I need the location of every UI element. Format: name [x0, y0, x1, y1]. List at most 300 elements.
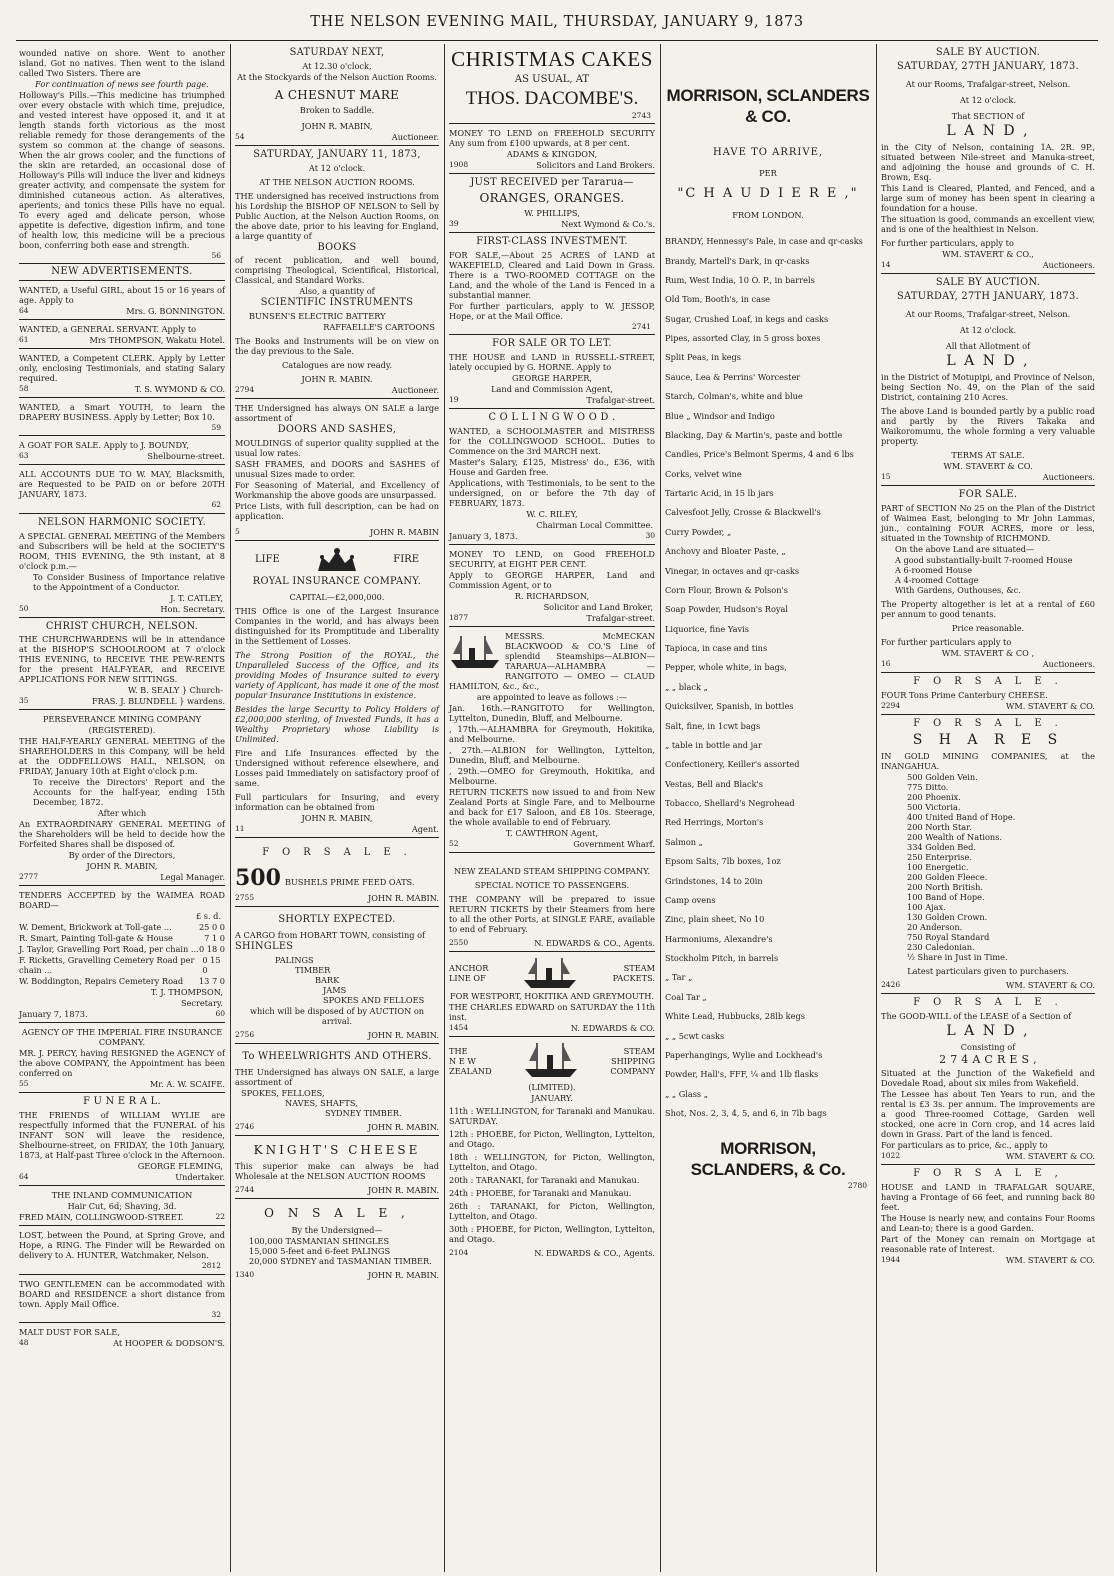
- new-advertisements-title: NEW ADVERTISEMENTS.: [19, 264, 225, 281]
- ad-number: 2426: [881, 979, 901, 989]
- sailing-row: 18th : WELLINGTON, for Picton, Wellington, Lyttelton, and Otago.: [449, 1151, 655, 1172]
- ad-text: THIS Office is one of the Largest Insurance Companies in the world, and has always been distinguished for its Promptitude and Liberality in the Settlement of Losses.: [235, 606, 439, 647]
- ad-text: ANCHOR: [449, 962, 489, 973]
- cargo-item: „ „ 5cwt casks: [665, 1030, 725, 1041]
- ad-signature: T. J. THOMPSON,: [150, 987, 223, 998]
- ad-tenders: [19, 886, 225, 1023]
- sale-item: 100,000 TASMANIAN SHINGLES: [249, 1236, 390, 1247]
- ad-signature: JOHN R. MABIN,: [301, 813, 373, 824]
- ad-wakefield-lease: [881, 994, 1095, 1165]
- cargo-item: PALINGS: [275, 954, 314, 965]
- ad-heading: ROYAL INSURANCE COMPANY.: [252, 576, 422, 588]
- column-3: [446, 44, 658, 1574]
- ad-text: Besides the large Security to Policy Holders of £2,000,000 sterling, of Invested Funds, it has a Wealthy Proprietary whose Liability is Unlimited.: [235, 704, 439, 745]
- ad-signature: At HOOPER & DODSON'S.: [113, 1337, 225, 1348]
- ad-text: A SPECIAL GENERAL MEETING of the Members and Subscribers will be held at the SOCIETY'S ROOM, THIS EVENING, the 9th instant, at 8 o'clock p.m.—: [19, 530, 225, 571]
- ad-number: 2746: [235, 1121, 255, 1131]
- ad-text: At 12 o'clock.: [308, 162, 366, 173]
- ad-on-sale: [235, 1199, 439, 1283]
- ad-number: 2743: [631, 110, 651, 120]
- cargo-item: Vinegar, in octaves and qr-casks: [665, 565, 800, 576]
- ad-knights-cheese: [235, 1136, 439, 1200]
- ad-text: At our Rooms, Trafalgar-street, Nelson.: [905, 308, 1071, 319]
- ad-text: FOR SALE,—About 25 ACRES of LAND at WAKEFIELD, Cleared and Laid Down in Grass. There is a TWO-ROOMED COTTAGE on the Land, and the whole of the Land is Fenced in a substantial manner.: [449, 249, 655, 300]
- ad-signature: R. RICHARDSON,: [514, 590, 590, 601]
- ad-heading: CHRISTMAS CAKES: [451, 47, 653, 71]
- ad-number: 1944: [881, 1255, 901, 1265]
- ad-number: 56: [211, 251, 221, 260]
- share-item: 775 Ditto.: [907, 781, 949, 792]
- ad-text: are appointed to leave as follows :—: [476, 691, 628, 702]
- ad-text: BUSHELS PRIME FEED OATS.: [284, 877, 415, 888]
- ad-number: 35: [19, 696, 29, 706]
- cargo-item: Red Herrings, Morton's: [665, 817, 764, 828]
- cargo-item: Curry Powder, „: [665, 526, 732, 537]
- ad-text: Catalogues are now ready.: [281, 360, 393, 371]
- cargo-item: Brandy, Martell's Dark, in qr-casks: [665, 255, 810, 266]
- ad-signature: JOHN R. MABIN,: [301, 120, 373, 131]
- ad-number: 52: [449, 838, 459, 848]
- ad-malt-dust: [19, 1323, 225, 1351]
- ad-heading: BOOKS: [317, 241, 357, 253]
- ad-heading: F O R S A L E .: [913, 675, 1063, 687]
- ad-text: SPOKES, FELLOES,: [241, 1087, 325, 1098]
- ad-heading: NELSON HARMONIC SOCIETY.: [37, 516, 207, 528]
- ad-auction-motupipi-land: [881, 274, 1095, 486]
- ad-text: THE HOUSE and LAND in RUSSELL-STREET, lately occupied by G. HORNE. Apply to: [449, 351, 655, 372]
- cargo-item: Paperhangings, Wylie and Lockhead's: [665, 1049, 823, 1060]
- column-divider: [444, 44, 445, 1572]
- ad-signature: Solicitor and Land Broker,: [543, 601, 653, 612]
- ad-signature: Secretary.: [180, 998, 223, 1009]
- ad-signature: J. T. CATLEY,: [170, 592, 223, 603]
- ad-text: Situated at the Junction of the Wakefield and Dovedale Road, about six miles from Wakefield.: [881, 1068, 1095, 1089]
- ad-text: MR. J. PERCY, having RESIGNED the AGENCY of the above COMPANY, the Appointment has been conferred on: [19, 1048, 225, 1079]
- ad-text: IN GOLD MINING COMPANIES, at the INANGAHUA.: [881, 750, 1095, 771]
- ad-heading: FOR SALE OR TO LET.: [492, 337, 612, 349]
- ad-mcmeckan: [449, 627, 655, 853]
- ad-text: RAFFAELLE'S CARTOONS: [323, 322, 435, 333]
- ad-text: To Consider Business of Importance relative to the Appointment of a Conductor.: [33, 571, 225, 592]
- ad-signature: Hon. Secretary.: [160, 603, 225, 614]
- ad-goat: [19, 436, 225, 465]
- cargo-item: Stockholm Pitch, in barrels: [665, 953, 779, 964]
- ad-number: 2550: [449, 937, 469, 947]
- cargo-item: Epsom Salts, 7lb boxes, 1oz: [665, 856, 781, 867]
- ad-nz-steam-shipping: [449, 853, 655, 952]
- tender-column-header: £ s. d.: [195, 911, 221, 922]
- ad-signature: Agent.: [411, 824, 439, 835]
- ad-text: MONEY TO LEND on FREEHOLD SECURITY Any sum from £100 upwards, at 8 per cent.: [449, 128, 655, 149]
- ad-nz-company-schedule: [449, 1037, 655, 1261]
- ad-number: 55: [19, 1079, 29, 1089]
- cargo-item: Grindstones, 14 to 20in: [665, 875, 763, 886]
- ad-number: 1877: [449, 612, 469, 622]
- cargo-item: Salmon „: [665, 836, 703, 847]
- ad-text: Applications, with Testimonials, to be sent to the undersigned, on or before the 7th day of FEBRUARY, 1873.: [449, 477, 655, 508]
- royal-crest-icon: [314, 545, 360, 575]
- share-item: 750 Royal Standard: [907, 931, 990, 942]
- share-item: 130 Golden Crown.: [907, 911, 988, 922]
- ad-text: COMPANY: [610, 1065, 655, 1076]
- ad-text: At our Rooms, Trafalgar-street, Nelson.: [905, 78, 1071, 89]
- ad-signature: JOHN R. MABIN.: [367, 1270, 439, 1281]
- ad-heading: CHRIST CHURCH, NELSON.: [45, 620, 199, 632]
- ad-text: STEAM: [623, 962, 655, 973]
- sale-item: 15,000 5-feet and 6-feet PALINGS: [249, 1246, 391, 1257]
- ad-signature: Auctioneers.: [1042, 471, 1095, 482]
- ad-signature: Mrs. G. BONNINGTON.: [126, 306, 225, 317]
- ad-number: 39: [449, 218, 459, 228]
- ad-text: THE HALF-YEARLY GENERAL MEETING of the SHAREHOLDERS in this Company, will be held at the ODDFELLOWS HALL, NELSON, on FRIDAY, January 10th at Eight o'clock p.m.: [19, 736, 225, 777]
- cargo-item: Powder, Hall's, FFF, ¼ and 1lb flasks: [665, 1069, 819, 1080]
- ad-text: LIFE: [255, 554, 280, 566]
- ad-heading: THOS. DACOMBE'S.: [465, 87, 639, 109]
- share-item: 334 Golden Bed.: [907, 841, 976, 852]
- ad-text: CAPITAL—£2,000,000.: [289, 592, 385, 603]
- ad-number: 2756: [235, 1029, 255, 1039]
- ad-text: HOUSE and LAND in TRAFALGAR SQUARE, having a Frontage of 66 feet, and running back 80 feet.: [881, 1182, 1095, 1213]
- ad-number: 64: [19, 306, 29, 316]
- ad-number: 48: [19, 1337, 29, 1347]
- ad-heading: SALE BY AUCTION.: [935, 47, 1041, 58]
- ad-text: THE CHURCHWARDENS will be in attendance at the BISHOP'S SCHOOLROOM at 7 o'clock THIS EVENING, to RECEIVE THE PEW-RENTS for the present HALF-YEAR, and RECEIVE APPLICATIONS FOR NEW SITTINGS.: [19, 634, 225, 685]
- ad-heading: HAVE TO ARRIVE,: [712, 147, 824, 159]
- ad-collingwood: [449, 409, 655, 545]
- ad-wanted-servant: [19, 320, 225, 349]
- ad-heading: 2 7 4 A C R E S ,: [939, 1052, 1037, 1066]
- ad-signature: Auctioneer.: [391, 131, 439, 142]
- newspaper-title: THE NELSON EVENING MAIL, THURSDAY, JANUARY 9, 1873: [310, 14, 804, 30]
- ad-number: 11: [235, 824, 245, 834]
- ad-anchor-line: [449, 952, 655, 1037]
- ad-heading: F O R S A L E .: [262, 847, 412, 859]
- share-item: 100 Ajax.: [907, 901, 946, 912]
- ad-signature: Chairman Local Committee.: [536, 519, 653, 530]
- ad-number: 1022: [881, 1151, 901, 1161]
- column-divider: [876, 44, 877, 1572]
- ad-number: 60: [215, 1009, 225, 1019]
- cargo-item: Pipes, assorted Clay, in 5 gross boxes: [665, 333, 821, 344]
- steamship-icon: [449, 632, 501, 672]
- ad-subheading: SPECIAL NOTICE TO PASSENGERS.: [474, 879, 630, 890]
- ad-heading: SALE BY AUCTION.: [935, 276, 1041, 288]
- ad-text: SYDNEY TIMBER.: [325, 1107, 402, 1118]
- property-item: A good substantially-built 7-roomed House: [895, 554, 1073, 565]
- cargo-item: Corks, velvet wine: [665, 468, 742, 479]
- ad-text: Fire and Life Insurances effected by the Undersigned without reference elsewhere, and Losses paid Immediately on satisfactory proof of same.: [235, 748, 439, 789]
- ad-heading: L A N D ,: [946, 122, 1030, 139]
- ad-saturday-next: [235, 44, 439, 146]
- cargo-item: Shot, Nos. 2, 3, 4, 5, and 6, in 7lb bags: [665, 1108, 827, 1119]
- ad-signature: Mr. A. W. SCAIFE.: [149, 1079, 225, 1090]
- sailing-row: , 17th.—ALHAMBRA for Greymouth, Hokitika, and Melbourne.: [449, 723, 655, 744]
- page-rule: [16, 40, 1098, 41]
- ad-lost-ring: [19, 1226, 225, 1274]
- cargo-item: Rum, West India, 10 O. P., in barrels: [665, 274, 815, 285]
- sailing-row: 20th : TARANAKI, for Taranaki and Manukau.: [449, 1174, 640, 1185]
- sailing-row: , 29th.—OMEO for Greymouth, Hokitika, and Melbourne.: [449, 765, 655, 786]
- ad-text: TWO GENTLEMEN can be accommodated with BOARD and RESIDENCE a short distance from town. Apply Mail Office.: [19, 1278, 225, 1309]
- cargo-item: „ „ black „: [665, 681, 708, 692]
- ad-text: For further particulars, apply to: [881, 237, 1014, 248]
- ad-date: January 3, 1873.: [449, 530, 518, 541]
- ad-text: The Strong Position of the ROYAL, the Unparalleled Success of the Office, and its providing Modes of Insurance suited to every variety of Applicant, has made it one of the most popular Insurance Institutions in existence.: [235, 650, 439, 701]
- property-item: A 4-roomed Cottage: [895, 574, 979, 585]
- ad-feed-oats: [235, 838, 439, 907]
- ad-text: THE Undersigned has always ON SALE, a large assortment of: [235, 1066, 439, 1087]
- share-item: 200 Golden Fleece.: [907, 871, 988, 882]
- share-item: 500 Victoria.: [907, 801, 961, 812]
- ad-heading: AGENCY OF THE IMPERIAL FIRE INSURANCE COMPANY.: [21, 1027, 223, 1048]
- ad-bishop-auction: [235, 146, 439, 400]
- ad-signature: N. EDWARDS & CO., Agents.: [534, 1247, 655, 1258]
- ad-heading: KNIGHT'S CHEESE: [253, 1142, 421, 1157]
- ad-text: WANTED, a Competent CLERK. Apply by Letter only, enclosing Testimonials, and stating Salary required.: [19, 353, 225, 384]
- ad-number: 15: [881, 471, 891, 481]
- brand-banner: MORRISON, SCLANDERS & CO.: [666, 86, 870, 126]
- ad-text: THE Undersigned has always ON SALE a large assortment of: [235, 403, 439, 424]
- ad-heading: FOR SALE.: [958, 488, 1018, 500]
- ad-text: The House is nearly new, and contains Four Rooms and Lean-to; there is a good Garden.: [881, 1213, 1095, 1234]
- ad-number: 63: [19, 451, 29, 461]
- ad-text: THE undersigned has received instructions from his Lordship the BISHOP OF NELSON to Sell by Public Auction, at the Nelson Auction Rooms, on the above date, prior to his leaving for England, a large quantity of: [235, 190, 439, 241]
- ad-text: MESSRS. McMECKAN BLACKWOOD & CO.'S Line of splendid Steamships—ALBION—TARARUA—ALHAMBRA — RANGITOTO — OMEO — CLAUD HAMILTON, &c., &c.,: [449, 630, 655, 691]
- ad-wanted-clerk: [19, 349, 225, 398]
- cargo-item: Anchovy and Bloater Paste, „: [665, 546, 786, 557]
- ad-signature: JOHN R. MABIN.: [367, 1185, 439, 1196]
- ad-text: The GOOD-WILL of the LEASE of a Section of: [881, 1010, 1072, 1021]
- ad-heading: NEW ZEALAND STEAM SHIPPING COMPANY.: [453, 865, 651, 876]
- ad-signature: N. EDWARDS & CO.: [570, 1022, 655, 1033]
- ad-number: 2794: [235, 385, 255, 395]
- cargo-item: Harmoniums, Alexandre's: [665, 933, 773, 944]
- ad-date: January 7, 1873.: [19, 1009, 88, 1020]
- ad-signature: JOHN R. MABIN,: [86, 861, 158, 872]
- ad-heading: SATURDAY, JANUARY 11, 1873,: [253, 148, 421, 160]
- news-text: wounded native on shore. Went to another island. Got no natives. Then went to the island called Two Sisters. There are: [19, 48, 225, 78]
- ad-text: The Property altogether is let at a rental of £60 per annum to good tenants.: [881, 598, 1095, 619]
- ad-signature: Trafalgar-street.: [586, 612, 655, 623]
- ad-signature: Legal Manager.: [160, 872, 225, 883]
- ad-signature: GEORGE FLEMING,: [137, 1161, 223, 1172]
- ad-number: 22: [215, 1212, 225, 1222]
- cargo-item: White Lead, Hubbucks, 28lb kegs: [665, 1011, 805, 1022]
- ad-text: which will be disposed of by AUCTION on arrival.: [249, 1005, 425, 1026]
- cargo-item: Corn Flour, Brown & Polson's: [665, 584, 788, 595]
- ad-text: WANTED, a GENERAL SERVANT. Apply to: [19, 324, 197, 335]
- ad-heading: L A N D ,: [946, 352, 1030, 369]
- ad-signature: WM. STAVERT & CO.: [1005, 1151, 1095, 1162]
- ad-text: SASH FRAMES, and DOORS and SASHES of unusual Sizes made to order.: [235, 459, 439, 480]
- ad-money-to-lend-2: [449, 545, 655, 627]
- ad-signature: Auctioneers.: [1042, 259, 1095, 270]
- share-item: 500 Golden Vein.: [907, 771, 978, 782]
- sailing-row: 30th : PHOEBE, for Picton, Wellington, Lyttelton, and Otago.: [449, 1223, 655, 1244]
- cargo-item: „ table in bottle and jar: [665, 739, 762, 750]
- ad-text: in the City of Nelson, containing 1A. 2R. 9P., situated between Nile-street and Manuka-street, and adjoining the house and grounds of C. H. Brown, Esq.: [881, 141, 1095, 182]
- cargo-item: TIMBER: [295, 964, 331, 975]
- ad-text: Price Lists, with full description, can be had on application.: [235, 501, 439, 522]
- ad-signature: JOHN R. MABIN.: [367, 1121, 439, 1132]
- ad-text: BUNSEN'S ELECTRIC BATTERY: [249, 311, 386, 322]
- ad-text: AT THE NELSON AUCTION ROOMS.: [259, 176, 415, 187]
- ad-text: ZEALAND: [449, 1065, 492, 1076]
- ad-number: 14: [881, 259, 891, 269]
- cargo-item: Zinc, plain sheet, No 10: [665, 914, 765, 925]
- ad-text: FOUR Tons Prime Canterbury CHEESE.: [881, 689, 1048, 700]
- cargo-item: Camp ovens: [665, 894, 716, 905]
- ad-perseverance-mining: [19, 710, 225, 886]
- share-item: 20 Anderson.: [907, 921, 963, 932]
- ad-sale-or-let: [449, 335, 655, 409]
- cargo-item: Tartaric Acid, in 15 lb jars: [665, 488, 774, 499]
- ad-number: 2294: [881, 700, 901, 710]
- column-1: [16, 44, 228, 1574]
- ad-big-number: 500: [235, 865, 281, 892]
- cargo-item: Quicksilver, Spanish, in bottles: [665, 701, 794, 712]
- ad-doors-sashes: [235, 399, 439, 541]
- ad-heading: To WHEELWRIGHTS AND OTHERS.: [242, 1050, 432, 1062]
- ad-text: This Land is Cleared, Planted, and Fenced, and a large sum of money has been spent in clearing a foundation for a house.: [881, 182, 1095, 213]
- ad-text: Consisting of: [960, 1041, 1016, 1052]
- ad-royal-insurance: [235, 541, 439, 838]
- ad-text: WANTED, a Smart YOUTH, to learn the DRAPERY BUSINESS. Apply by Letter; Box 10.: [19, 402, 225, 423]
- ad-number: 2780: [847, 1181, 867, 1191]
- ad-text: LINE OF: [449, 972, 486, 983]
- property-item: With Gardens, Outhouses, &c.: [895, 584, 1021, 595]
- ad-text: At 12 o'clock.: [959, 324, 1017, 335]
- ad-text: That SECTION of: [951, 110, 1025, 121]
- ad-number: 32: [211, 1309, 221, 1319]
- news-fragment: [19, 44, 225, 264]
- tender-row: W. Boddington, Repairs Cemetery Road 13 7 0: [19, 976, 225, 987]
- ad-imperial-fire: [19, 1023, 225, 1093]
- news-continued: For continuation of news see fourth page.: [35, 79, 209, 89]
- masthead: [0, 0, 1114, 40]
- ad-first-class-investment: [449, 233, 655, 335]
- steamship-icon: [522, 956, 578, 990]
- ad-text: FROM LONDON.: [732, 209, 804, 220]
- ad-heading: JUST RECEIVED per Tararua—: [470, 177, 634, 189]
- ad-text: MOULDINGS of superior quality supplied at the usual low rates.: [235, 438, 439, 459]
- cargo-item: Starch, Colman's, white and blue: [665, 391, 803, 402]
- ad-text: N E W: [449, 1055, 476, 1066]
- ad-text: Broken to Saddle.: [299, 104, 375, 115]
- ad-number: 2777: [19, 872, 39, 882]
- ad-text: By order of the Directors,: [68, 850, 176, 861]
- ad-inland-communication: [19, 1186, 225, 1226]
- ad-signature: Solicitors and Land Brokers.: [536, 160, 655, 171]
- ad-money-to-lend: [449, 124, 655, 174]
- cargo-item: Blacking, Day & Martin's, paste and bottle: [665, 429, 843, 440]
- ad-trafalgar-square: [881, 1165, 1095, 1268]
- ad-text: Latest particulars given to purchasers.: [907, 965, 1069, 976]
- ad-heading: C O L L I N G W O O D .: [488, 411, 616, 423]
- cargo-item: Salt, fine, in 1cwt bags: [665, 720, 761, 731]
- ad-signature: Shelbourne-street.: [147, 451, 225, 462]
- ad-text: SHIPPING: [611, 1055, 655, 1066]
- ad-heading: SATURDAY NEXT,: [289, 47, 385, 58]
- ad-signature: WM. STAVERT & CO.: [1005, 979, 1095, 990]
- column-5: [878, 44, 1098, 1574]
- ad-number: 19: [449, 394, 459, 404]
- ad-heading: SCIENTIFIC INSTRUMENTS: [260, 297, 414, 309]
- ad-text: The Lessee has about Ten Years to run, and the rental is £3 3s. per annum. The improvements are a good Three-roomed Cottage, Garden well stocked, one acre in Corn crop, and 14 acres laid down in Grass. Part of the land is fenced.: [881, 1089, 1095, 1140]
- ad-text: The situation is good, commands an excellent view, and is one of the healthiest in Nelson.: [881, 213, 1095, 234]
- ad-text: For further particulars, apply to W. JESSOP, Hope, or at the Mail Office.: [449, 300, 655, 321]
- ad-text: FIRE: [393, 554, 419, 566]
- ad-text: To receive the Directors' Report and the Accounts for the half-year, ending 15th December, 1872.: [33, 777, 225, 808]
- ad-two-gentlemen: [19, 1275, 225, 1323]
- ad-signature: Mrs THOMPSON, Wakatu Hotel.: [89, 335, 225, 346]
- ship-name: "C H A U D I E R E ,": [677, 185, 859, 201]
- ad-text: TERMS AT SALE.: [951, 449, 1025, 460]
- ad-heading: FIRST-CLASS INVESTMENT.: [476, 235, 628, 247]
- ad-heading: SATURDAY, 27TH JANUARY, 1873.: [897, 290, 1079, 302]
- tender-row: W. Dement, Brickwork at Toll-gate ... 25 0 0: [19, 922, 225, 933]
- ad-heading: SATURDAY, 27TH JANUARY, 1873.: [897, 60, 1079, 72]
- ad-heading: L A N D ,: [946, 1022, 1030, 1039]
- ad-heading: DOORS AND SASHES,: [277, 424, 397, 436]
- ad-signature: T. S. WYMOND & CO.: [134, 384, 225, 395]
- ad-signature: Land and Commission Agent,: [491, 383, 613, 394]
- ad-text: Apply to GEORGE HARPER, Land and Commission Agent, or to: [449, 569, 655, 590]
- ad-text: Full particulars for Insuring, and every information can be obtained from: [235, 792, 439, 813]
- tender-row: F. Ricketts, Gravelling Cemetery Road per chain ... 0 15 0: [19, 955, 221, 976]
- ad-text: After which: [97, 808, 147, 819]
- column-divider: [660, 44, 661, 1572]
- cargo-item: Soap Powder, Hudson's Royal: [665, 604, 789, 615]
- ad-text: Hair Cut, 6d; Shaving, 3d.: [67, 1201, 177, 1212]
- ad-wanted-youth: [19, 398, 225, 436]
- ad-number: 61: [19, 335, 29, 345]
- ad-text: LOST, between the Pound, at Spring Grove, and Hope, a RING. The Finder will be Rewarded on delivery to A. HUNTER, Watchmaker, Nelson.: [19, 1230, 225, 1261]
- cargo-item: Tobacco, Shellard's Negrohead: [665, 798, 795, 809]
- cargo-item: „ „ Glass „: [665, 1088, 708, 1099]
- cargo-item: Vestas, Bell and Black's: [665, 778, 764, 789]
- ad-funeral: [19, 1093, 225, 1186]
- cargo-item: Candles, Price's Belmont Sperms, 4 and 6 lbs: [665, 449, 854, 460]
- ad-number: 1454: [449, 1022, 469, 1032]
- ad-text: THE COMPANY will be prepared to issue RETURN TICKETS by their Steamers from here to all the other Ports, at SINGLE FARE, available to end of February.: [449, 893, 655, 934]
- ad-wheelwrights: [235, 1044, 439, 1136]
- ad-signature: GEORGE HARPER,: [512, 372, 592, 383]
- ad-text: The Books and Instruments will be on view on the day previous to the Sale.: [235, 336, 439, 357]
- ad-text: An EXTRAORDINARY GENERAL MEETING of the Shareholders will be held to decide how the Forfeited Shares shall be disposed of.: [19, 819, 225, 850]
- ad-text: PART of SECTION No 25 on the Plan of the District of Waimea East, belonging to Mr John Lammas, jun., containing FOUR ACRES, more or less, situated in the Township of RICHMOND.: [881, 502, 1095, 543]
- ad-signature: JOHN R. MABIN.: [367, 893, 439, 904]
- ad-text: Master's Salary, £125, Mistress' do., £36, with House and Garden free.: [449, 456, 655, 477]
- ad-signature: WM. STAVERT & CO.,: [942, 248, 1034, 259]
- ad-number: 2744: [235, 1185, 255, 1195]
- ad-text: On the above Land are situated—: [895, 543, 1035, 554]
- column-4: [662, 44, 874, 1574]
- property-item: A 6-roomed House: [895, 564, 973, 575]
- ad-heading: F O R S A L E .: [913, 717, 1063, 729]
- ad-signature: JOHN R. MABIN.: [367, 1029, 439, 1040]
- sailing-row: 11th : WELLINGTON, for Taranaki and Manukau. SATURDAY.: [449, 1105, 656, 1126]
- cargo-item: SPOKES AND FELLOES: [323, 994, 425, 1005]
- ad-text: At 12.30 o'clock,: [302, 60, 372, 71]
- ad-gold-shares: [881, 715, 1095, 994]
- ad-text: ALL ACCOUNTS DUE TO W. MAY, Blacksmith, are Requested to be PAID on or before 20TH JANUARY, 1873.: [19, 469, 225, 500]
- cargo-item: Old Tom, Booth's, in case: [665, 294, 771, 305]
- ad-number: 30: [645, 530, 655, 540]
- ad-text: At 12 o'clock.: [959, 94, 1017, 105]
- ad-text: Price reasonable.: [951, 622, 1025, 633]
- ad-signature: W. B. SEALY } Church-: [128, 685, 223, 696]
